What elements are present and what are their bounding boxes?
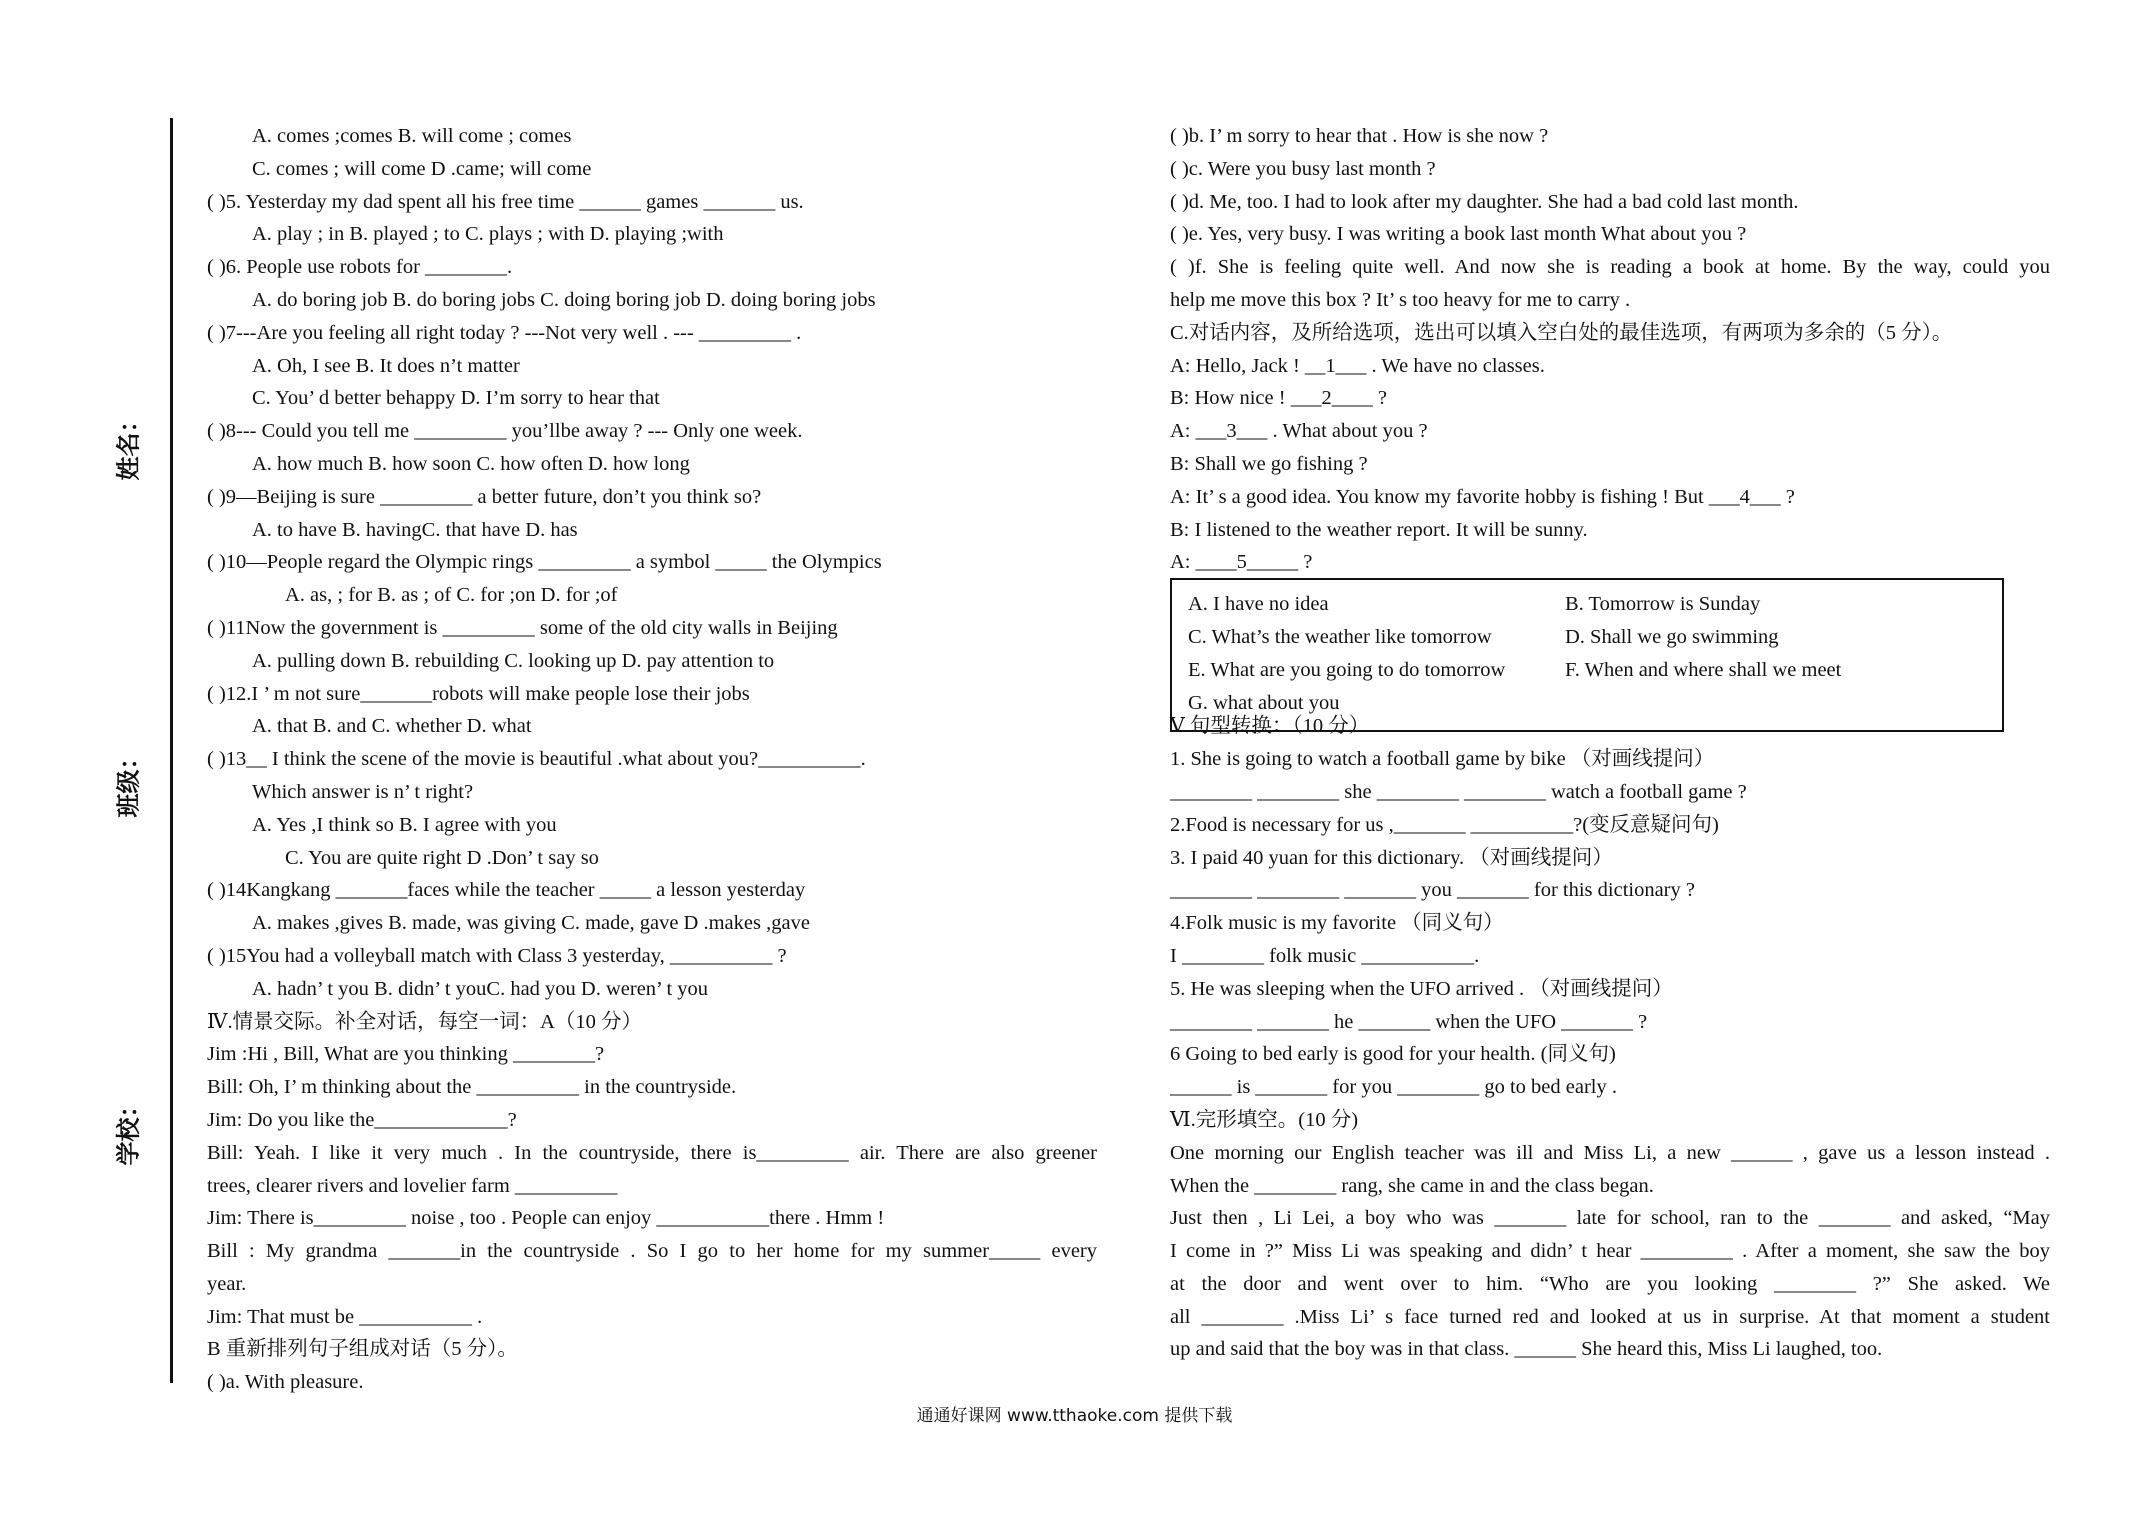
text-line: Ⅵ.完形填空。(10 分) <box>1170 1108 1359 1131</box>
text-line: A: ____5_____ ? <box>1170 551 1313 574</box>
text-line: ________ _______ he _______ when the UFO _______ ? <box>1170 1010 1648 1033</box>
option-d: D. Shall we go swimming <box>1565 626 1779 648</box>
text-line: Jim: That must be ___________ . <box>207 1305 483 1328</box>
text-line: B: I listened to the weather report. It will be sunny. <box>1170 518 1588 541</box>
text-line: year. <box>207 1272 247 1295</box>
class-label: 班级： <box>114 745 143 818</box>
text-line: Bill: Yeah. I like it very much . In the countryside, there is_________ air. There are also greener <box>207 1141 1097 1164</box>
text-line: A. hadn’ t you B. didn’ t youC. had you D. weren’ t you <box>252 977 709 1000</box>
text-line: ( )15You had a volleyball match with Class 3 yesterday, __________ ? <box>207 944 787 967</box>
text-line: A. play ; in B. played ; to C. plays ; with D. playing ;with <box>252 223 724 246</box>
text-line: ( )13__ I think the scene of the movie is beautiful .what about you?__________. <box>207 748 866 771</box>
text-line: I ________ folk music ___________. <box>1170 944 1480 967</box>
text-line: C. comes ; will come D .came; will come <box>252 157 592 180</box>
text-line: ( )9—Beijing is sure _________ a better future, don’t you think so? <box>207 485 762 508</box>
left-column <box>207 120 1097 1399</box>
text-line: ( )5. Yesterday my dad spent all his free time ______ games _______ us. <box>207 190 804 213</box>
text-line: 6 Going to bed early is good for your health. (同义句) <box>1170 1043 1616 1066</box>
option-g: G. what about you <box>1188 692 1340 714</box>
option-b: B. Tomorrow is Sunday <box>1565 593 1761 615</box>
text-line: 5. He was sleeping when the UFO arrived . （对画线提问） <box>1170 977 1673 1000</box>
text-line: C.对话内容，及所给选项，选出可以填入空白处的最佳选项，有两项为多余的（5 分）。 <box>1170 321 1953 344</box>
text-line: When the ________ rang, she came in and the class began. <box>1170 1174 1654 1197</box>
text-line: C. You are quite right D .Don’ t say so <box>285 846 599 869</box>
text-line: A. to have B. havingC. that have D. has <box>252 518 578 541</box>
text-line: ________ ________ she ________ ________ watch a football game ? <box>1170 780 1747 803</box>
text-line: One morning our English teacher was ill and Miss Li, a new ______ , gave us a lesson instead . <box>1170 1141 2050 1164</box>
name-label: 姓名： <box>114 408 143 481</box>
text-line: A. comes ;comes B. will come ; comes <box>252 125 572 147</box>
text-line: Ⅳ.情景交际。补全对话，每空一词：A（10 分） <box>207 1010 643 1033</box>
text-line: 2.Food is necessary for us ,_______ __________?(变反意疑问句) <box>1170 813 1719 836</box>
text-line: help me move this box ? It’ s too heavy for me to carry . <box>1170 288 1631 311</box>
answer-options-box <box>1170 578 2004 732</box>
text-line: 4.Folk music is my favorite （同义句） <box>1170 912 1504 935</box>
text-line: ( )f. She is feeling quite well. And now she is reading a book at home. By the way, could you <box>1170 256 2050 279</box>
text-line: ( )7---Are you feeling all right today ? ---Not very well . --- _________ . <box>207 321 802 344</box>
text-line: 3. I paid 40 yuan for this dictionary. （对画线提问） <box>1170 846 1613 869</box>
text-line: ( )8--- Could you tell me _________ you’llbe away ? --- Only one week. <box>207 420 803 443</box>
text-line: 1. She is going to watch a football game by bike （对画线提问） <box>1170 748 1715 771</box>
text-line: A. pulling down B. rebuilding C. looking up D. pay attention to <box>252 649 775 672</box>
text-line: ( )a. With pleasure. <box>207 1371 364 1394</box>
text-line: A: Hello, Jack ! __1___ . We have no classes. <box>1170 354 1545 377</box>
text-line: ( )6. People use robots for ________. <box>207 256 513 279</box>
text-line: A. as, ; for B. as ; of C. for ;on D. for ;of <box>285 584 618 607</box>
text-line: Bill : My grandma _______in the countryside . So I go to her home for my summer_____ every <box>207 1240 1097 1263</box>
text-line: ( )11Now the government is _________ some of the old city walls in Beijing <box>207 616 838 639</box>
text-line: C. You’ d better behappy D. I’m sorry to hear that <box>252 387 660 410</box>
text-line: trees, clearer rivers and lovelier farm __________ <box>207 1174 618 1197</box>
text-line: ______ is _______ for you ________ go to bed early . <box>1170 1076 1617 1099</box>
text-line: ( )d. Me, too. I had to look after my daughter. She had a bad cold last month. <box>1170 190 1799 213</box>
text-line: ( )12.I ’ m not sure_______robots will make people lose their jobs <box>207 682 750 705</box>
option-e: E. What are you going to do tomorrow <box>1188 659 1506 681</box>
text-line: A: ___3___ . What about you ? <box>1170 420 1428 443</box>
text-line: ( )14Kangkang _______faces while the teacher _____ a lesson yesterday <box>207 879 806 902</box>
text-line: B: Shall we go fishing ? <box>1170 452 1368 475</box>
text-line: Jim: Do you like the_____________? <box>207 1108 517 1131</box>
text-line: B 重新排列句子组成对话（5 分）。 <box>207 1338 518 1361</box>
text-line: ( )e. Yes, very busy. I was writing a book last month What about you ? <box>1170 223 1747 246</box>
option-f: F. When and where shall we meet <box>1565 659 1842 681</box>
binding-line <box>170 118 173 1383</box>
text-line: Just then , Li Lei, a boy who was _______ late for school, ran to the _______ and asked, “May <box>1170 1207 2050 1230</box>
text-line: B: How nice ! ___2____ ? <box>1170 387 1387 410</box>
text-line: ( )c. Were you busy last month ? <box>1170 157 1436 180</box>
text-line: ( )10—People regard the Olympic rings _________ a symbol _____ the Olympics <box>207 551 882 574</box>
option-a: A. I have no idea <box>1188 593 1329 615</box>
school-label: 学校： <box>114 1093 143 1166</box>
text-line: Ⅴ 句型转换：（10 分） <box>1170 715 1370 738</box>
text-line: A. makes ,gives B. made, was giving C. made, gave D .makes ,gave <box>252 912 810 935</box>
right-column <box>1170 120 2050 1366</box>
text-line: at the door and went over to him. “Who are you looking ________ ?” She asked. We <box>1170 1272 2050 1295</box>
option-c: C. What’s the weather like tomorrow <box>1188 626 1492 648</box>
text-line: ________ ________ _______ you _______ for this dictionary ? <box>1170 879 1695 902</box>
text-line: A. how much B. how soon C. how often D. how long <box>252 452 690 475</box>
text-line: Which answer is n’ t right? <box>252 780 474 803</box>
text-line: Bill: Oh, I’ m thinking about the __________ in the countryside. <box>207 1076 737 1099</box>
text-line: A. do boring job B. do boring jobs C. doing boring job D. doing boring jobs <box>252 288 876 311</box>
text-line: A: It’ s a good idea. You know my favorite hobby is fishing ! But ___4___ ? <box>1170 485 1795 508</box>
text-line: A. that B. and C. whether D. what <box>252 715 532 738</box>
text-line: Jim: There is_________ noise , too . People can enjoy ___________there . Hmm ! <box>207 1207 885 1230</box>
footer-credit: 通通好课网 www.tthaoke.com 提供下载 <box>916 1406 1233 1426</box>
text-line: all ________ .Miss Li’ s face turned red and looked at us in surprise. At that moment a student <box>1170 1305 2050 1328</box>
text-line: A. Oh, I see B. It does n’t matter <box>252 354 520 377</box>
text-line: I come in ?” Miss Li was speaking and didn’ t hear _________ . After a moment, she saw the boy <box>1170 1240 2050 1263</box>
text-line: Jim :Hi , Bill, What are you thinking ________? <box>207 1043 605 1066</box>
text-line: up and said that the boy was in that class. ______ She heard this, Miss Li laughed, too. <box>1170 1338 1883 1361</box>
text-line: ( )b. I’ m sorry to hear that . How is she now ? <box>1170 125 1549 147</box>
text-line: A. Yes ,I think so B. I agree with you <box>252 813 557 836</box>
